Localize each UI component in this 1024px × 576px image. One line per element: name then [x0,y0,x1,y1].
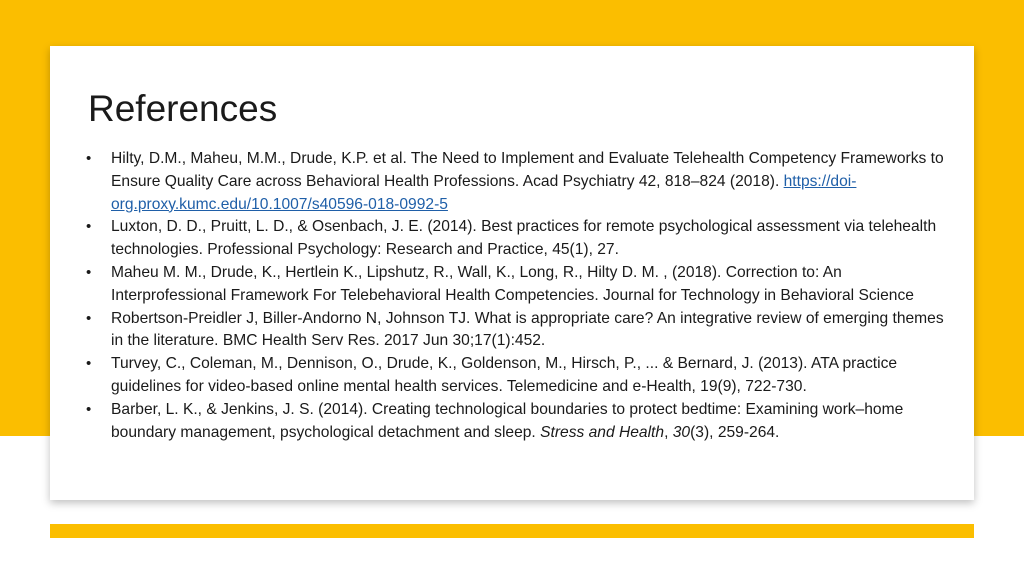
reference-text: Robertson-Preidler J, Biller-Andorno N, Johnson TJ. What is appropriate care? An integrative review of emerging themes in the literature. BMC Health Serv Res. 2017 Jun 30;17(1):452. [111,309,944,350]
reference-item-turvey [84,353,954,399]
reference-journal: Stress and Health [540,423,665,441]
reference-separator: , [664,423,673,441]
reference-text: Hilty, D.M., Maheu, M.M., Drude, K.P. et al. The Need to Implement and Evaluate Telehealth Competency Frameworks to Ensure Quality Care across Behavioral Health Professions. Acad Psychiatry 42, 818–824 (2018). [111,150,944,190]
reference-item-hilty [84,148,954,216]
reference-item-robertson-preidler [84,308,954,354]
reference-list [84,148,954,444]
reference-item-barber [84,399,954,445]
slide-title: References [88,88,278,129]
reference-pages: (3), 259-264. [690,423,780,441]
reference-item-luxton [84,216,954,262]
reference-text: Maheu M. M., Drude, K., Hertlein K., Lipshutz, R., Wall, K., Long, R., Hilty D. M. , (2018). Correction to: An Interprofessional Framework For Telebehavioral Health Competencies. Journal for Technology in Behavioral Science [111,263,914,304]
reference-text: Turvey, C., Coleman, M., Dennison, O., Drude, K., Goldenson, M., Hirsch, P., ... & Bernard, J. (2013). ATA practice guidelines for video-based online mental health services. Telemedicine and e-Health, 19(9), 722-730. [111,355,898,395]
slide-card [50,46,974,500]
reference-doi-link[interactable]: https://doi-org.proxy.kumc.edu/10.1007/s40596-018-0992-5 [111,172,857,213]
reference-item-maheu [84,262,954,308]
reference-volume: 30 [672,423,691,441]
reference-text: Barber, L. K., & Jenkins, J. S. (2014). Creating technological boundaries to protect bedtime: Examining work–home boundary management, psychological detachment and sleep. [111,400,904,441]
reference-text: Luxton, D. D., Pruitt, L. D., & Osenbach, J. E. (2014). Best practices for remote psychological assessment via telehealth technologies. Professional Psychology: Research and Practice, 45(1), 27. [111,218,937,259]
bottom-accent-bar [50,524,974,538]
